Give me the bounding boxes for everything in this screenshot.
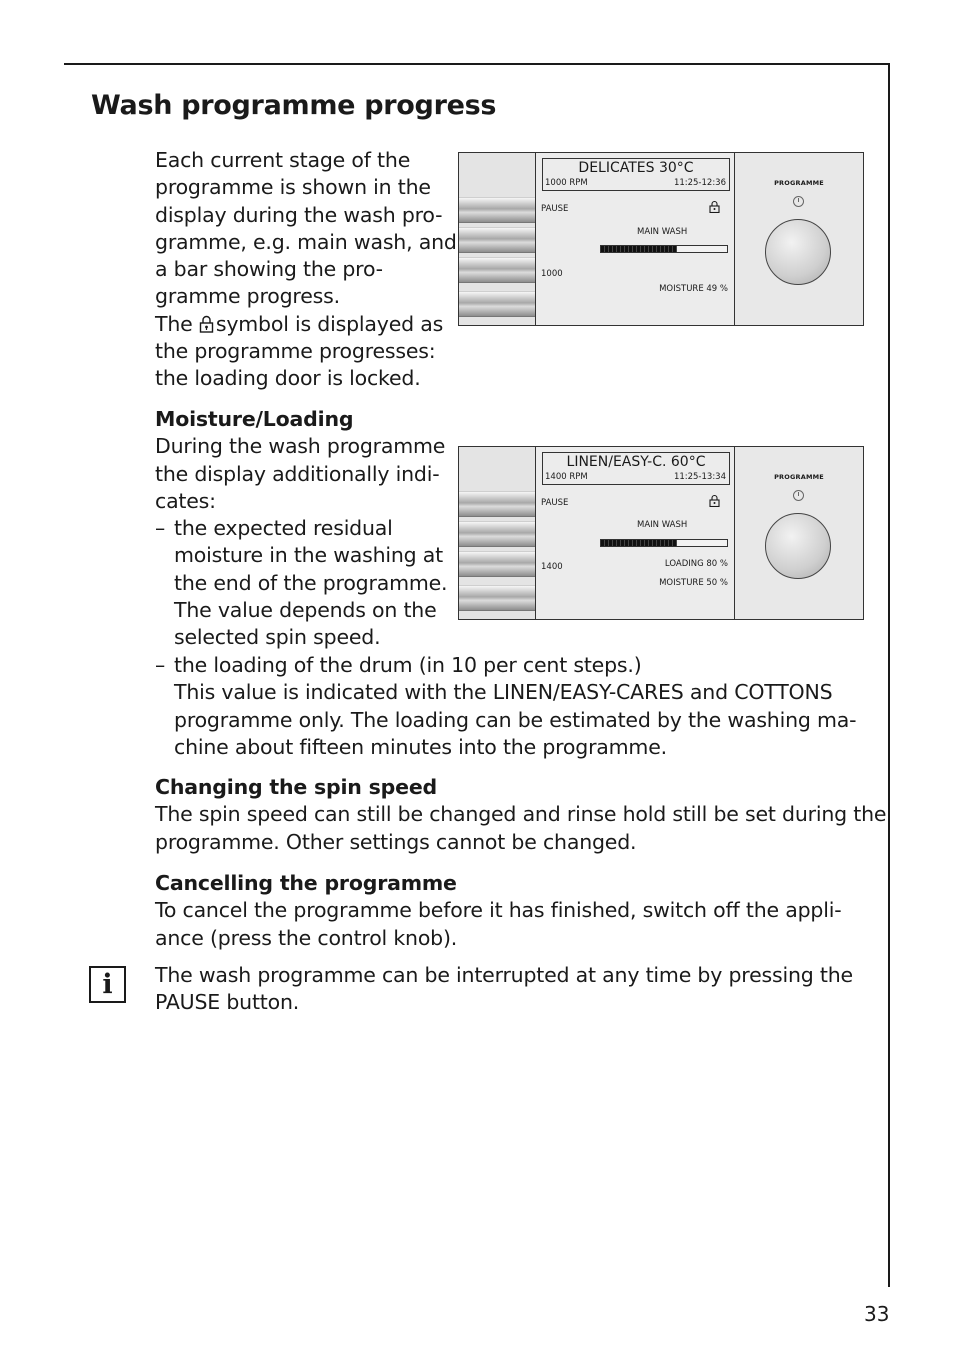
text-line: display during the wash pro- xyxy=(155,202,443,227)
text-line: The value depends on the xyxy=(174,598,437,623)
text-line: chine about fifteen minutes into the programme. xyxy=(174,734,667,759)
text-line: PAUSE button. xyxy=(155,990,300,1015)
panel-button[interactable] xyxy=(459,585,535,611)
programme-name: DELICATES 30°C xyxy=(578,160,694,176)
programme-knob[interactable] xyxy=(765,513,831,579)
text-line: the programme progresses: xyxy=(155,339,436,364)
pause-label: PAUSE xyxy=(541,498,569,508)
text-line: programme only. The loading can be estimated by the washing ma- xyxy=(174,707,857,732)
text-line: The wash programme can be interrupted at any time by pressing the xyxy=(155,963,853,987)
text-line: a bar showing the pro- xyxy=(155,257,383,282)
progress-bar-fill xyxy=(601,540,677,546)
control-panel-delicates xyxy=(458,152,864,326)
section-heading: Moisture/Loading xyxy=(155,407,354,431)
info-glyph: i xyxy=(102,969,113,1000)
lock-icon xyxy=(199,315,214,333)
text-line: the end of the programme. xyxy=(174,570,448,595)
text-line: ance (press the control knob). xyxy=(155,925,458,950)
panel-button[interactable] xyxy=(459,291,535,317)
text-line: the display additionally indi- xyxy=(155,461,440,486)
power-icon xyxy=(792,195,805,208)
loading-value: LOADING 80 % xyxy=(664,559,728,569)
moisture-value: MOISTURE 49 % xyxy=(659,284,728,294)
panel-button[interactable] xyxy=(459,521,535,547)
dash-bullet: – xyxy=(155,653,166,677)
rpm-value: 1400 RPM xyxy=(545,472,588,482)
text-line: the loading of the drum (in 10 per cent steps.) xyxy=(174,653,642,677)
progress-bar xyxy=(600,245,728,253)
section-heading: Changing the spin speed xyxy=(155,775,437,799)
control-panel-linen xyxy=(458,446,864,620)
text-fragment: symbol is displayed as xyxy=(215,311,444,336)
cancel-section xyxy=(155,870,870,952)
lock-icon xyxy=(709,200,720,213)
programme-label: PROGRAMME xyxy=(774,473,824,481)
page-number: 33 xyxy=(864,1302,890,1326)
intro-paragraph xyxy=(155,147,455,393)
text-line: To cancel the programme before it has finished, switch off the appli- xyxy=(155,898,842,923)
text-line: The spin speed can still be changed and rinse hold still be set during the xyxy=(155,802,887,827)
panel-button[interactable] xyxy=(459,227,535,253)
section-heading: Cancelling the programme xyxy=(155,871,457,895)
lcd-display xyxy=(536,153,735,325)
panel-button[interactable] xyxy=(459,257,535,283)
rpm-value: 1000 RPM xyxy=(545,178,588,188)
time-range: 11:25-12:36 xyxy=(673,178,726,188)
panel-button[interactable] xyxy=(459,491,535,517)
programme-box xyxy=(542,158,730,191)
lcd-display xyxy=(536,447,735,619)
spin-speed: 1000 xyxy=(541,269,563,279)
time-range: 11:25-13:34 xyxy=(673,472,726,482)
text-line: During the wash programme xyxy=(155,434,446,459)
knob-area xyxy=(735,447,863,619)
page-title: Wash programme progress xyxy=(91,90,497,121)
knob-area xyxy=(735,153,863,325)
info-icon xyxy=(89,966,126,1003)
phase-label: MAIN WASH xyxy=(637,227,688,237)
spin-section xyxy=(155,774,887,856)
phase-label: MAIN WASH xyxy=(637,520,688,530)
text-line: cates: xyxy=(155,488,216,513)
right-rule xyxy=(888,63,890,1287)
programme-box xyxy=(542,452,730,485)
moisture-section xyxy=(155,406,455,652)
progress-bar-fill xyxy=(601,246,677,252)
panel-button[interactable] xyxy=(459,551,535,577)
top-rule xyxy=(64,63,890,65)
text-line: the loading door is locked. xyxy=(155,366,421,391)
programme-name: LINEN/EASY-C. 60°C xyxy=(566,454,706,470)
text-fragment: The xyxy=(155,311,193,336)
text-line: selected spin speed. xyxy=(174,625,381,650)
text-line: moisture in the washing at xyxy=(174,543,444,568)
info-note xyxy=(155,962,870,1017)
programme-knob[interactable] xyxy=(765,219,831,285)
button-column xyxy=(459,153,536,325)
spin-speed: 1400 xyxy=(541,562,563,572)
text-line: the expected residual xyxy=(174,516,393,541)
pause-label: PAUSE xyxy=(541,204,569,214)
moisture-item-2 xyxy=(155,652,870,761)
moisture-value: MOISTURE 50 % xyxy=(659,578,728,588)
text-line: programme. Other settings cannot be changed. xyxy=(155,829,637,854)
button-column xyxy=(459,447,536,619)
progress-bar xyxy=(600,539,728,547)
text-line xyxy=(155,311,455,338)
programme-label: PROGRAMME xyxy=(774,179,824,187)
text-line: Each current stage of the xyxy=(155,148,411,172)
text-line: gramme progress. xyxy=(155,284,340,309)
power-icon xyxy=(792,489,805,502)
panel-button[interactable] xyxy=(459,197,535,223)
text-line: gramme, e.g. main wash, and xyxy=(155,229,457,254)
list-item xyxy=(155,515,455,651)
list-item xyxy=(155,652,870,761)
text-line: programme is shown in the xyxy=(155,175,431,200)
text-line: This value is indicated with the LINEN/EASY-CARES and COTTONS xyxy=(174,680,833,705)
dash-bullet: – xyxy=(155,516,166,541)
lock-icon xyxy=(709,494,720,507)
